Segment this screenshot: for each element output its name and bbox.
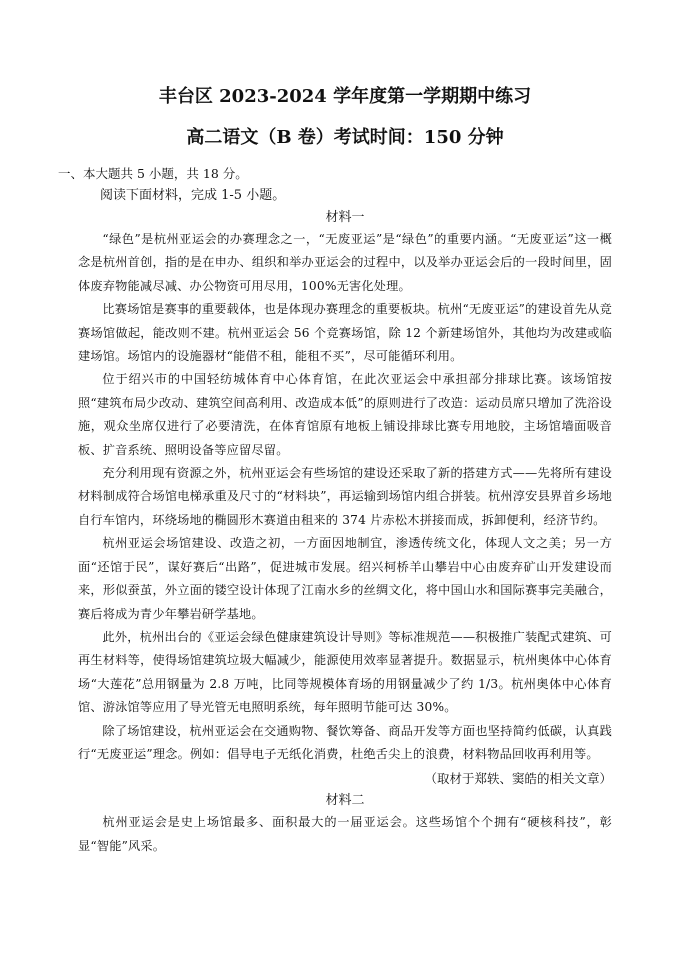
exam-title: 丰台区 2023-2024 学年度第一学期期中练习 (158, 86, 532, 107)
material-1 (78, 207, 612, 790)
section-heading: 一、本大题共 5 小题，共 18 分。 (58, 166, 248, 181)
reading-instruction: 阅读下面材料，完成 1-5 小题。 (100, 188, 286, 203)
material-1-title: 材料一 (325, 210, 365, 225)
material-1-paragraph: 位于绍兴市的中国轻纺城体育中心体育馆，在此次亚运会中承担部分排球比赛。该场馆按照“建筑布局少改动、建筑空间高利用、改造成本低”的原则进行了改造：运动员席只增加了洗浴设施，观众坐席仅进行了必要清洗，在体育馆原有地板上铺设排球比赛专用地胶，主场馆墙面吸音板、扩音系统、照明设备等应留尽留。 (78, 372, 612, 457)
material-1-paragraph: 除了场馆建设，杭州亚运会在交通购物、餐饮筹备、商品开发等方面也坚持简约低碳，认真践行“无废亚运”理念。例如：倡导电子无纸化消费，杜绝舌尖上的浪费，材料物品回收再利用等。 (78, 723, 612, 761)
exam-subtitle: 高二语文（B 卷）考试时间：150 分钟 (186, 127, 504, 148)
material-1-paragraph: 充分利用现有资源之外，杭州亚运会有些场馆的建设还采取了新的搭建方式——先将所有建设材料制成符合场馆电梯承重及尺寸的“材料块”，再运输到场馆内组合拼装。杭州淳安县界首乡场地自行车馆内，环绕场地的椭圆形木赛道由租来的 374 片赤松木拼接而成，拆卸便利，经济节约。 (78, 466, 612, 527)
material-2-paragraph: 杭州亚运会是史上场馆最多、面积最大的一届亚运会。这些场馆个个拥有“硬核科技”，彰显“智能”风采。 (78, 815, 612, 853)
material-2 (78, 790, 612, 858)
material-1-paragraph: 此外，杭州出台的《亚运会绿色健康建筑设计导则》等标准规范——积极推广装配式建筑、可再生材料等，使得场馆建筑垃圾大幅减少，能源使用效率显著提升。数据显示，杭州奥体中心体育场“大莲花”总用钢量为 2.8 万吨，比同等规模体育场的用钢量减少了约 1/3。杭州奥体中心体育馆、游泳馆等应用了导光管无电照明系统，每年照明节能可达 30%。 (78, 629, 612, 715)
material-1-paragraph: 杭州亚运会场馆建设、改造之初，一方面因地制宜，渗透传统文化，体现人文之美；另一方面“还馆于民”，谋好赛后“出路”，促进城市发展。绍兴柯桥羊山攀岩中心由废弃矿山开发建设而来，形似蚕茧，外立面的镂空设计体现了江南水乡的丝绸文化，将中国山水和国际赛事完美融合，赛后将成为青少年攀岩研学基地。 (78, 536, 612, 621)
material-1-paragraph: “绿色”是杭州亚运会的办赛理念之一，“无废亚运”是“绿色”的重要内涵。“无废亚运”这一概念是杭州首创，指的是在申办、组织和举办亚运会的过程中，以及举办亚运会后的一段时间里，固体废弃物能减尽减、办公物资可用尽用，100%无害化处理。 (78, 232, 612, 293)
material-1-source: （取材于郑轶、窦皓的相关文章） (424, 771, 612, 787)
material-2-title: 材料二 (325, 793, 365, 809)
material-1-paragraph: 比赛场馆是赛事的重要载体，也是体现办赛理念的重要板块。杭州“无废亚运”的建设首先从竞赛场馆做起，能改则不建。杭州亚运会 56 个竞赛场馆，除 12 个新建场馆外，其他均为改建或临建场馆。场馆内的设施器材“能借不租，能租不买”，尽可能循环利用。 (78, 302, 612, 364)
